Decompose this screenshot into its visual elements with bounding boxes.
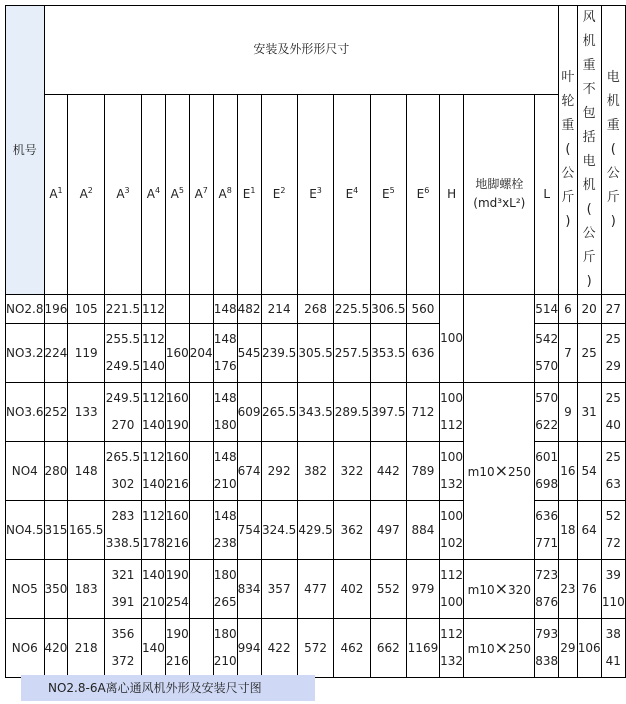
E1-cell: 482	[237, 295, 261, 324]
H-cell-value: 102	[440, 536, 464, 550]
A3-cell-value: 372	[111, 654, 135, 668]
table-row	[6, 383, 626, 442]
H-cell	[439, 619, 464, 678]
model-cell: NO4.5	[6, 501, 45, 560]
E5-cell: 397.5	[370, 383, 407, 442]
A4-cell-value: 140	[141, 418, 165, 432]
A1-cell: 315	[44, 501, 68, 560]
E1-cell: 609	[237, 383, 261, 442]
L-cell	[535, 442, 559, 501]
header-char: )	[565, 214, 571, 229]
E2-cell: 357	[261, 560, 297, 619]
L-cell-value: 771	[535, 536, 559, 550]
E5-cell: 353.5	[370, 324, 407, 383]
A3-cell-value: 265.5	[105, 450, 141, 464]
fan-spec-table	[5, 5, 626, 678]
anchor-bolt-empty	[464, 295, 535, 383]
E1-cell: 834	[237, 560, 261, 619]
A4-cell-value: 140	[141, 359, 165, 373]
A5-cell-value: 190	[165, 627, 189, 641]
L-cell-value: 570	[535, 359, 559, 373]
fan-weight-cell: 76	[577, 560, 601, 619]
header-install-dimensions: 安装及外形形尺寸	[44, 6, 559, 95]
A8-cell-value: 210	[213, 654, 237, 668]
A1-cell: 350	[44, 560, 68, 619]
E4-cell: 257.5	[334, 324, 370, 383]
E5-cell: 662	[370, 619, 407, 678]
header-char: 重	[561, 118, 575, 133]
E4-cell: 362	[334, 501, 370, 560]
E5-cell: 552	[370, 560, 407, 619]
header-char: 括	[582, 130, 596, 145]
A5-cell-value: 160	[165, 509, 189, 523]
motor-weight-cell-value: 41	[605, 654, 621, 668]
impeller-weight-cell: 23	[559, 560, 578, 619]
fan-weight-cell: 25	[577, 324, 601, 383]
H-cell	[439, 383, 464, 442]
A5-cell-value: 254	[165, 595, 189, 609]
A3-cell	[105, 501, 142, 560]
E1-cell: 994	[237, 619, 261, 678]
A2-cell: 119	[68, 324, 105, 383]
E5-cell: 497	[370, 501, 407, 560]
A8-cell-value: 180	[213, 627, 237, 641]
header-E4: $E^4$	[334, 94, 370, 294]
A5-cell	[165, 560, 189, 619]
A4-cell-value: 210	[141, 595, 165, 609]
motor-weight-cell-value: 52	[605, 509, 621, 523]
A3-cell	[105, 560, 142, 619]
header-A3: $A^3$	[105, 94, 142, 294]
H-cell-value: 112	[440, 627, 464, 641]
header-E5: $E^5$	[370, 94, 407, 294]
header-char: 电	[582, 154, 596, 169]
A8-cell	[213, 324, 237, 383]
model-cell: NO2.8	[6, 295, 45, 324]
fan-weight-cell: 20	[577, 295, 601, 324]
A2-cell: 183	[68, 560, 105, 619]
header-E1: $E^1$	[237, 94, 261, 294]
fan-weight-cell: 31	[577, 383, 601, 442]
E6-cell: 789	[407, 442, 440, 501]
A4-cell-value: 140	[141, 477, 165, 491]
L-cell-value: 601	[535, 450, 559, 464]
A4-cell-value: 112	[141, 332, 165, 346]
A2-cell: 105	[68, 295, 105, 324]
E1-cell: 754	[237, 501, 261, 560]
motor-weight-cell	[601, 383, 625, 442]
L-cell-value: 542	[535, 332, 559, 346]
bolt-m: m10	[467, 641, 495, 656]
table-row	[6, 619, 626, 678]
A4-cell	[141, 383, 165, 442]
E5-cell: 306.5	[370, 295, 407, 324]
E5-cell: 442	[370, 442, 407, 501]
L-cell-value: 622	[535, 418, 559, 432]
H-cell-value: 100	[440, 595, 464, 609]
A3-cell-value: 255.5	[105, 332, 141, 346]
A7-cell: 204	[189, 324, 213, 383]
motor-weight-cell-value: 27	[605, 301, 621, 316]
motor-weight-cell-value: 72	[605, 536, 621, 550]
header-char: 机	[582, 178, 596, 193]
impeller-weight-cell: 7	[559, 324, 578, 383]
L-cell	[535, 295, 559, 324]
A8-cell	[213, 295, 237, 324]
A4-cell-value: 140	[141, 640, 165, 655]
A5-cell	[165, 501, 189, 560]
A8-cell-value: 180	[213, 568, 237, 582]
header-char: 不	[582, 82, 596, 97]
bolt-m: m10	[467, 582, 495, 597]
A8-cell-value: 180	[213, 418, 237, 432]
A3-cell-value: 249.5	[105, 359, 141, 373]
A4-cell-value: 112	[141, 509, 165, 523]
header-E2: $E^2$	[261, 94, 297, 294]
header-char: 风	[582, 10, 596, 25]
motor-weight-cell-value: 40	[605, 418, 621, 432]
H-top-cell: 100	[439, 295, 464, 383]
E2-cell: 214	[261, 295, 297, 324]
motor-weight-cell-value: 39	[605, 568, 621, 582]
fan-weight-cell: 106	[577, 619, 601, 678]
header-char: 包	[582, 106, 596, 121]
E1-cell: 674	[237, 442, 261, 501]
A5-cell-value: 216	[165, 654, 189, 668]
A3-cell-value: 356	[111, 627, 135, 641]
motor-weight-cell-value: 25	[605, 450, 621, 464]
A4-cell	[141, 324, 165, 383]
L-cell-value: 514	[535, 301, 559, 316]
A8-cell-value: 148	[213, 301, 237, 316]
H-cell	[439, 442, 464, 501]
L-cell-value: 723	[535, 568, 559, 582]
A8-cell-value: 265	[213, 595, 237, 609]
fan-weight-text	[578, 6, 601, 294]
A2-cell: 218	[68, 619, 105, 678]
A3-cell-value: 391	[111, 595, 135, 609]
A3-cell	[105, 619, 142, 678]
H-cell	[439, 501, 464, 560]
A8-cell	[213, 383, 237, 442]
motor-weight-cell-value: 38	[605, 627, 621, 641]
E2-cell: 422	[261, 619, 297, 678]
L-cell	[535, 383, 559, 442]
H-cell	[439, 560, 464, 619]
motor-weight-cell	[601, 619, 625, 678]
E4-cell: 462	[334, 619, 370, 678]
header-char: 机	[606, 94, 620, 109]
L-cell-value: 698	[535, 477, 559, 491]
figure-caption: NO2.8-6A离心通风机外形及安装尺寸图	[21, 675, 315, 701]
impeller-weight-cell: 18	[559, 501, 578, 560]
header-motor-weight	[601, 6, 625, 295]
A4-cell-value: 112	[141, 391, 165, 405]
L-cell-value: 793	[535, 627, 559, 641]
header-A2: $A^2$	[68, 94, 105, 294]
L-cell	[535, 560, 559, 619]
A3-cell-value: 321	[111, 568, 135, 582]
A2-cell: 148	[68, 442, 105, 501]
A7-empty	[189, 560, 213, 619]
bolt-m: m10	[467, 464, 495, 479]
A3-cell-value: 283	[111, 509, 135, 523]
L-cell-value: 876	[535, 595, 559, 609]
H-cell-value: 100	[440, 509, 464, 523]
E3-cell: 572	[297, 619, 334, 678]
A7-empty	[189, 295, 213, 324]
A4-cell-value: 112	[141, 450, 165, 464]
motor-weight-cell-value: 25	[605, 391, 621, 405]
A1-cell: 420	[44, 619, 68, 678]
A2-cell: 165.5	[68, 501, 105, 560]
A2-cell: 133	[68, 383, 105, 442]
L-cell-value: 838	[535, 654, 559, 668]
anchor-bolt-spec	[464, 383, 535, 560]
A5-cell-value: 160	[165, 391, 189, 405]
header-char: 重	[582, 58, 596, 73]
bolt-n: 320	[508, 582, 531, 597]
header-char: 斤	[606, 190, 620, 205]
A1-cell: 224	[44, 324, 68, 383]
header-A7: $A^7$	[189, 94, 213, 294]
A5-cell-value: 160	[165, 450, 189, 464]
A4-cell	[141, 501, 165, 560]
motor-weight-cell-value: 29	[605, 359, 621, 373]
L-cell-value: 570	[535, 391, 559, 405]
motor-weight-cell	[601, 560, 625, 619]
header-char: 公	[561, 166, 575, 181]
A7-empty	[189, 501, 213, 560]
header-A1: $A^1$	[44, 94, 68, 294]
fan-weight-cell: 54	[577, 442, 601, 501]
A5-blank	[165, 295, 189, 324]
E1-cell: 545	[237, 324, 261, 383]
A4-cell	[141, 619, 165, 678]
A8-cell	[213, 501, 237, 560]
E2-cell: 239.5	[261, 324, 297, 383]
A8-cell	[213, 442, 237, 501]
model-cell: NO5	[6, 560, 45, 619]
A8-cell	[213, 619, 237, 678]
E6-cell: 884	[407, 501, 440, 560]
header-char: 电	[606, 70, 620, 85]
E3-cell: 305.5	[297, 324, 334, 383]
A5-cell: 160	[165, 324, 189, 383]
header-char: 斤	[561, 190, 575, 205]
model-cell: NO3.6	[6, 383, 45, 442]
A3-cell-value: 249.5	[105, 391, 141, 405]
table-row	[6, 295, 626, 324]
E4-cell: 225.5	[334, 295, 370, 324]
L-cell	[535, 324, 559, 383]
header-fan-weight	[577, 6, 601, 295]
header-impeller-weight	[559, 6, 578, 295]
motor-weight-cell-value: 63	[605, 477, 621, 491]
bolt-times: ×	[494, 460, 509, 480]
header-model: 机号	[6, 6, 45, 295]
header-L: L	[535, 94, 559, 294]
E6-cell: 1169	[407, 619, 440, 678]
header-char: (	[565, 142, 571, 157]
A3-cell-value: 338.5	[105, 536, 141, 550]
A4-cell-value: 178	[141, 536, 165, 550]
A5-cell-value: 216	[165, 536, 189, 550]
H-cell-value: 132	[440, 654, 464, 668]
anchor-bolt-label: 地脚螺栓	[475, 177, 524, 192]
E4-cell: 289.5	[334, 383, 370, 442]
A1-cell: 252	[44, 383, 68, 442]
E3-cell: 382	[297, 442, 334, 501]
A3-cell	[105, 442, 142, 501]
model-cell: NO6	[6, 619, 45, 678]
impeller-weight-cell: 16	[559, 442, 578, 501]
header-E3: $E^3$	[297, 94, 334, 294]
H-cell-value: 100	[440, 450, 464, 464]
impeller-weight-cell: 29	[559, 619, 578, 678]
table-row	[6, 560, 626, 619]
header-char: 公	[582, 226, 596, 241]
E6-cell: 560	[407, 295, 440, 324]
E4-cell: 322	[334, 442, 370, 501]
header-A5: $A^5$	[165, 94, 189, 294]
L-cell-value: 636	[535, 509, 559, 523]
header-char: )	[610, 214, 616, 229]
A5-cell	[165, 619, 189, 678]
motor-weight-cell-value: 110	[601, 595, 625, 609]
H-cell-value: 112	[440, 568, 464, 582]
header-char: 重	[606, 118, 620, 133]
header-E6: $E^6$	[407, 94, 440, 294]
header-char: 公	[606, 166, 620, 181]
E2-cell: 265.5	[261, 383, 297, 442]
E3-cell: 477	[297, 560, 334, 619]
A7-empty	[189, 383, 213, 442]
E3-cell: 429.5	[297, 501, 334, 560]
bolt-n: 250	[508, 464, 531, 479]
bolt-times: ×	[494, 637, 509, 657]
A4-cell-value: 140	[141, 568, 165, 582]
bolt-n: 250	[508, 641, 531, 656]
header-char: 机	[582, 34, 596, 49]
A4-cell	[141, 560, 165, 619]
A3-cell-value: 221.5	[105, 301, 141, 316]
E6-cell: 979	[407, 560, 440, 619]
motor-weight-cell-value: 25	[605, 332, 621, 346]
A3-cell	[105, 295, 142, 324]
A3-cell	[105, 324, 142, 383]
impeller-text	[559, 66, 577, 234]
header-char: 叶	[561, 70, 575, 85]
spec-table-container	[5, 5, 626, 678]
E2-cell: 292	[261, 442, 297, 501]
A5-cell-value: 216	[165, 477, 189, 491]
A8-cell-value: 238	[213, 536, 237, 550]
A8-cell-value: 148	[213, 391, 237, 405]
motor-weight-text	[602, 66, 625, 234]
A8-cell-value: 148	[213, 509, 237, 523]
A5-cell-value: 190	[165, 568, 189, 582]
L-cell	[535, 619, 559, 678]
A5-cell	[165, 442, 189, 501]
E6-cell: 712	[407, 383, 440, 442]
H-cell-value: 100	[440, 391, 464, 405]
A4-cell-value: 112	[141, 301, 165, 316]
header-anchor-bolt	[464, 94, 535, 294]
motor-weight-cell	[601, 442, 625, 501]
A5-cell	[165, 383, 189, 442]
E3-cell: 343.5	[297, 383, 334, 442]
A3-cell-value: 302	[111, 477, 135, 491]
A1-cell: 280	[44, 442, 68, 501]
H-cell-value: 112	[440, 418, 464, 432]
L-cell	[535, 501, 559, 560]
header-char: 斤	[582, 250, 596, 265]
A1-cell: 196	[44, 295, 68, 324]
motor-weight-cell	[601, 324, 625, 383]
A8-cell-value: 148	[213, 332, 237, 346]
A5-cell-value: 190	[165, 418, 189, 432]
motor-weight-cell	[601, 295, 625, 324]
A8-cell-value: 210	[213, 477, 237, 491]
A8-cell	[213, 560, 237, 619]
model-cell: NO3.2	[6, 324, 45, 383]
A7-empty	[189, 619, 213, 678]
impeller-weight-cell: 9	[559, 383, 578, 442]
header-char: )	[586, 274, 592, 289]
anchor-bolt-spec	[464, 619, 535, 678]
A3-cell	[105, 383, 142, 442]
E6-cell: 636	[407, 324, 440, 383]
A4-cell	[141, 442, 165, 501]
motor-weight-cell	[601, 501, 625, 560]
impeller-weight-cell: 6	[559, 295, 578, 324]
header-char: (	[610, 142, 616, 157]
A7-empty	[189, 442, 213, 501]
anchor-bolt-formula: (md³xL²)	[473, 196, 526, 211]
header-A8: $A^8$	[213, 94, 237, 294]
E4-cell: 402	[334, 560, 370, 619]
anchor-bolt-spec	[464, 560, 535, 619]
header-char: 轮	[561, 94, 575, 109]
A3-cell-value: 270	[111, 418, 135, 432]
A8-cell-value: 148	[213, 450, 237, 464]
E3-cell: 268	[297, 295, 334, 324]
header-char: (	[586, 202, 592, 217]
E2-cell: 324.5	[261, 501, 297, 560]
header-A4: $A^4$	[141, 94, 165, 294]
header-H: H	[439, 94, 464, 294]
bolt-times: ×	[494, 578, 509, 598]
fan-weight-cell: 64	[577, 501, 601, 560]
H-cell-value: 132	[440, 477, 464, 491]
model-cell: NO4	[6, 442, 45, 501]
A4-cell	[141, 295, 165, 324]
A8-cell-value: 176	[213, 359, 237, 373]
